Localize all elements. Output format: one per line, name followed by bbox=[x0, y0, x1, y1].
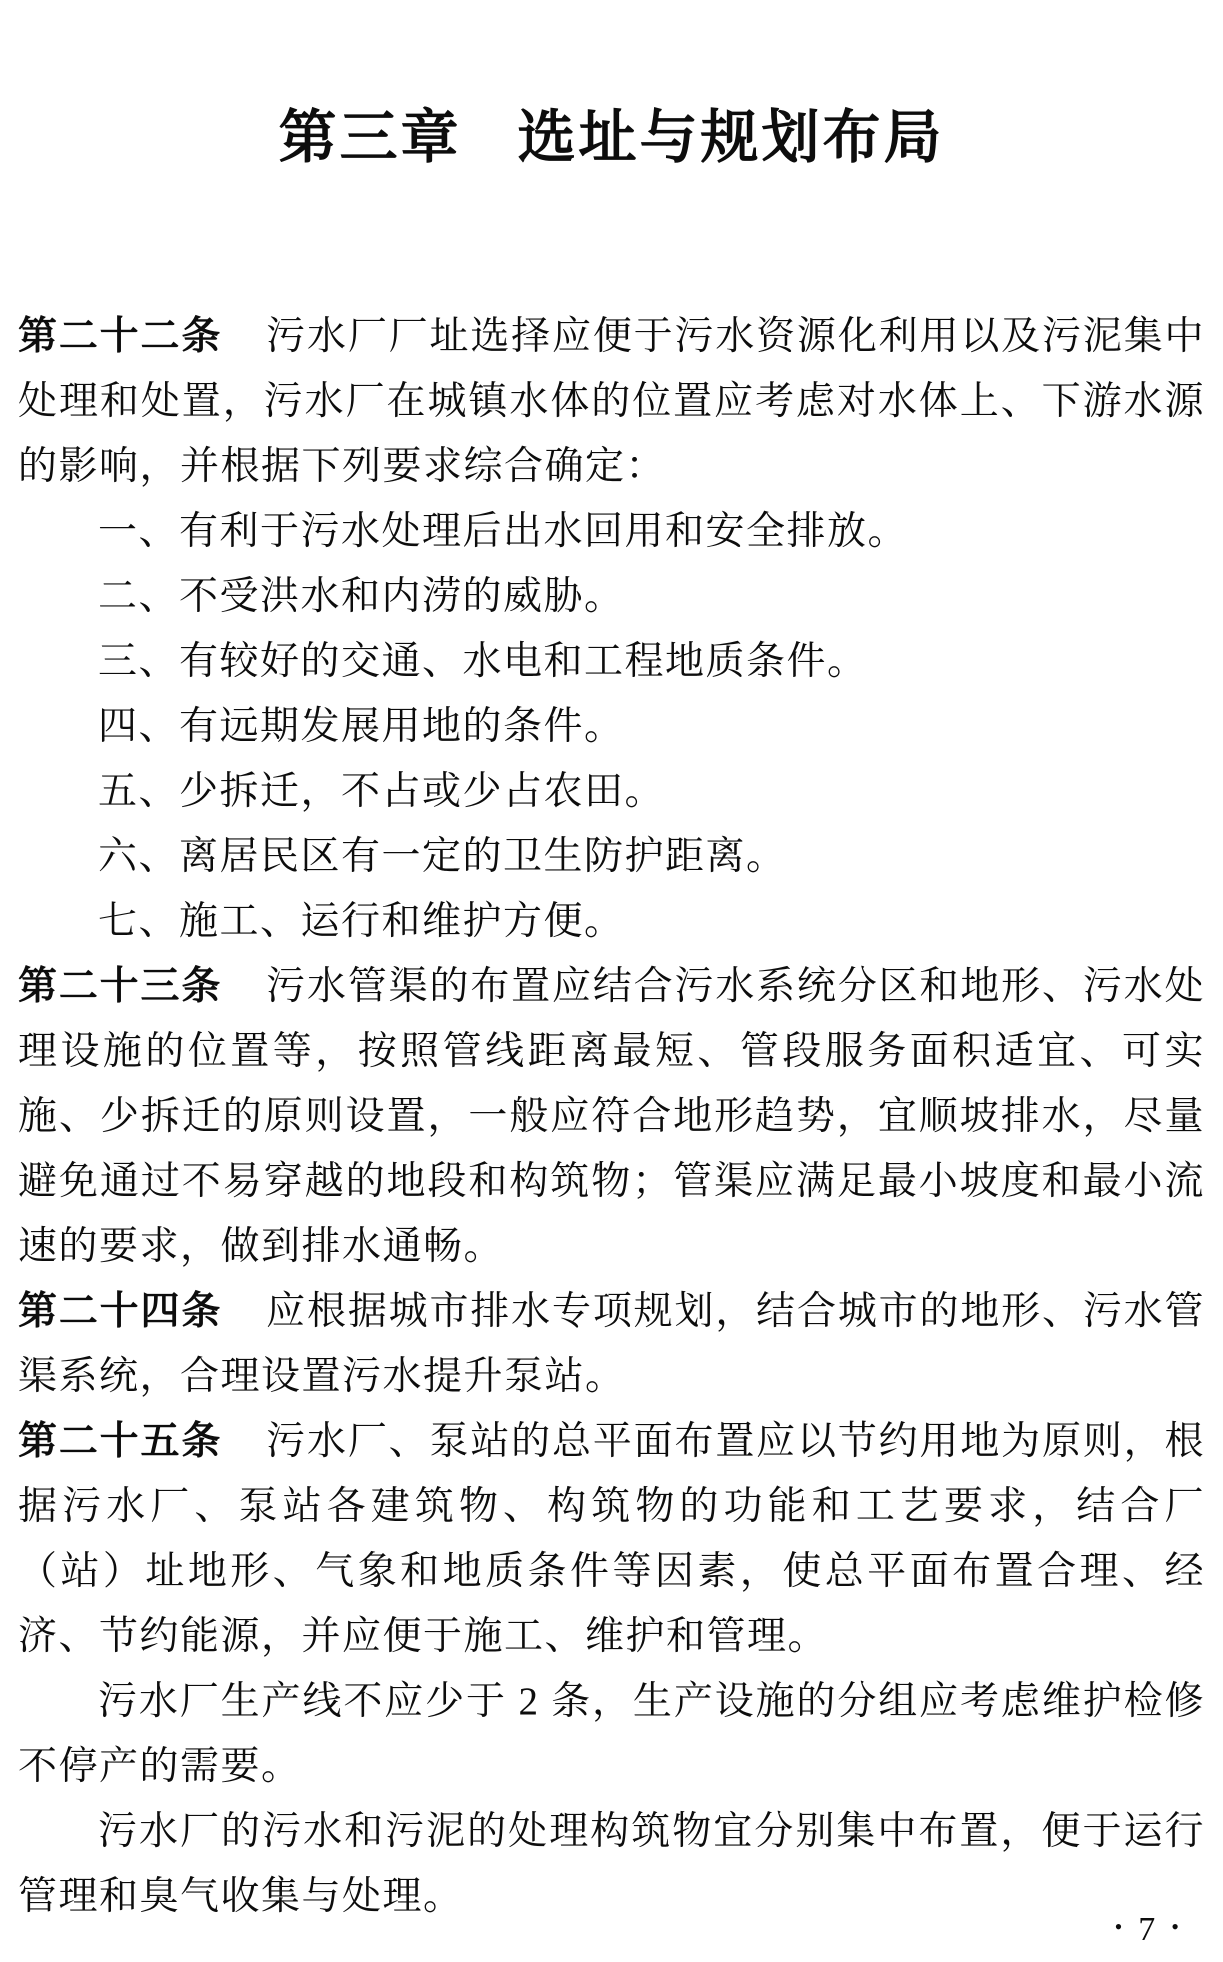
article-25-text: 污水厂、泵站的总平面布置应以节约用地为原则，根据污水厂、泵站各建筑物、构筑物的功能和工艺要求，结合厂（站）址地形、气象和地质条件等因素，使总平面布置合理、经济、节约能源，并应便于施工、维护和管理。 bbox=[18, 1420, 1205, 1658]
page-number-right-dot: • bbox=[1171, 1914, 1179, 1939]
article-24-text: 应根据城市排水专项规划，结合城市的地形、污水管渠系统，合理设置污水提升泵站。 bbox=[18, 1290, 1205, 1398]
article-23-label: 第二十三条 bbox=[18, 965, 223, 1008]
article-22-item-5: 五、少拆迁，不占或少占农田。 bbox=[98, 770, 666, 813]
page-number-value: 7 bbox=[1138, 1911, 1156, 1948]
article-22-item-6: 六、离居民区有一定的卫生防护距离。 bbox=[98, 835, 787, 878]
article-22-text: 污水厂厂址选择应便于污水资源化利用以及污泥集中处理和处置，污水厂在城镇水体的位置应考虑对水体上、下游水源的影响，并根据下列要求综合确定： bbox=[18, 315, 1205, 488]
article-25-paragraph-1: 污水厂生产线不应少于 2 条，生产设施的分组应考虑维护检修不停产的需要。 bbox=[18, 1680, 1205, 1788]
article-22-item-7: 七、施工、运行和维护方便。 bbox=[98, 900, 625, 943]
article-23 bbox=[18, 954, 1205, 1279]
page-body bbox=[18, 304, 1205, 1929]
article-22-item-1: 一、有利于污水处理后出水回用和安全排放。 bbox=[98, 510, 909, 553]
article-25 bbox=[18, 1409, 1205, 1669]
page-number-left-dot: • bbox=[1114, 1914, 1123, 1939]
chapter-number: 第三章 bbox=[278, 105, 462, 170]
article-22-item-2: 二、不受洪水和内涝的威胁。 bbox=[98, 575, 625, 618]
article-22-item-3: 三、有较好的交通、水电和工程地质条件。 bbox=[98, 640, 868, 683]
chapter-title: 选址与规划布局 bbox=[517, 105, 945, 170]
article-23-text: 污水管渠的布置应结合污水系统分区和地形、污水处理设施的位置等，按照管线距离最短、管段服务面积适宜、可实施、少拆迁的原则设置，一般应符合地形趋势，宜顺坡排水，尽量避免通过不易穿越的地段和构筑物；管渠应满足最小坡度和最小流速的要求，做到排水通畅。 bbox=[18, 965, 1205, 1268]
chapter-heading bbox=[18, 100, 1205, 176]
article-24-label: 第二十四条 bbox=[18, 1290, 223, 1333]
article-25-label: 第二十五条 bbox=[18, 1420, 223, 1463]
article-24 bbox=[18, 1279, 1205, 1409]
article-22 bbox=[18, 304, 1205, 499]
article-25-paragraph-2: 污水厂的污水和污泥的处理构筑物宜分别集中布置，便于运行管理和臭气收集与处理。 bbox=[18, 1810, 1205, 1918]
article-22-item-4: 四、有远期发展用地的条件。 bbox=[98, 705, 625, 748]
page-number bbox=[1115, 1907, 1179, 1950]
article-22-label: 第二十二条 bbox=[18, 315, 223, 358]
